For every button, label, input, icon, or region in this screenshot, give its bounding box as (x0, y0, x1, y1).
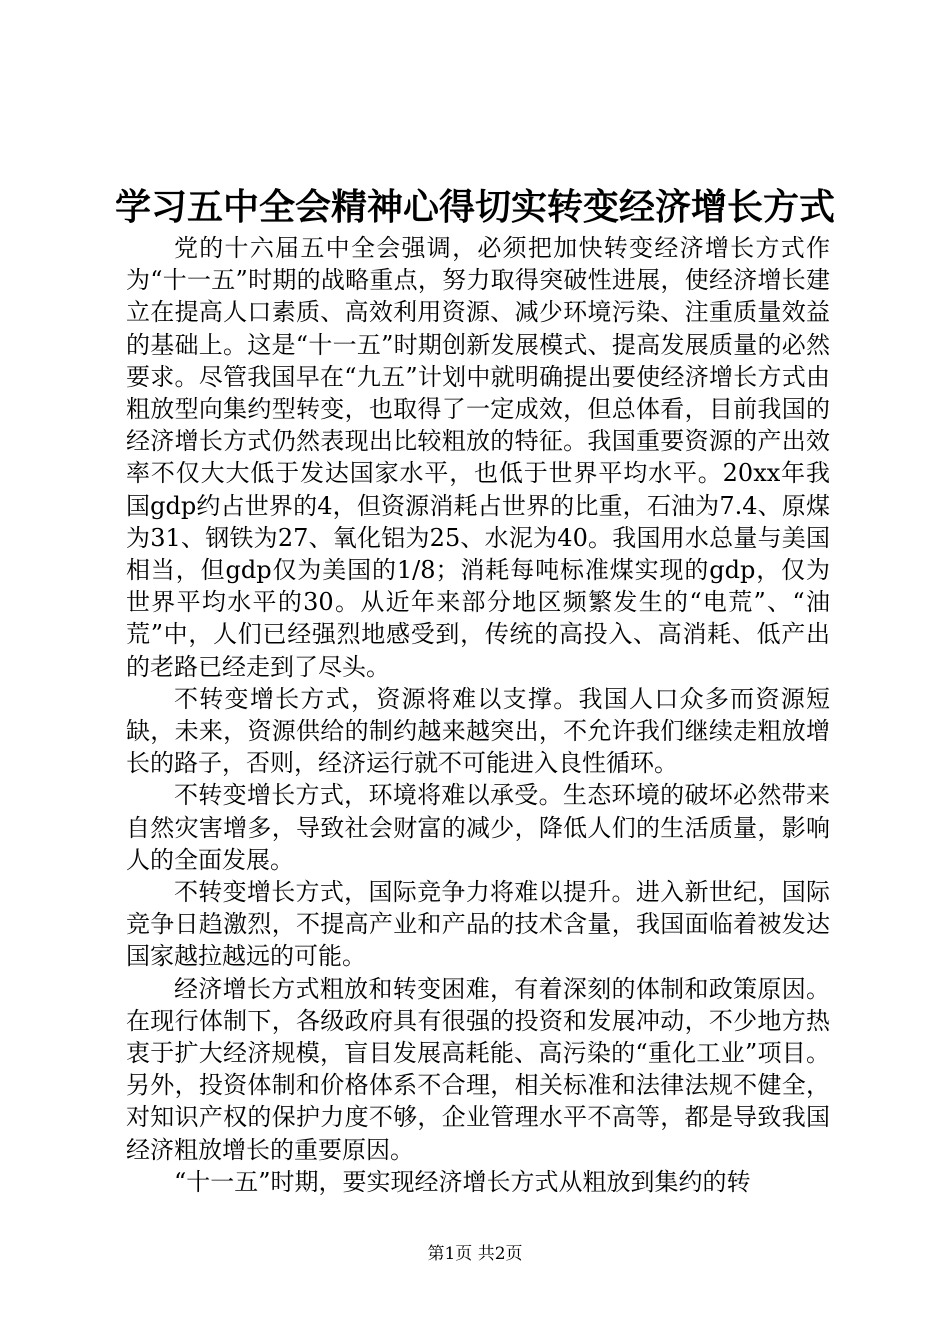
paragraph: 不转变增长方式，国际竞争力将难以提升。进入新世纪，国际竞争日趋激烈，不提高产业和产品的技术含量，我国面临着被发达国家越拉越远的可能。 (126, 878, 830, 971)
paragraph: 经济增长方式粗放和转变困难，有着深刻的体制和政策原因。在现行体制下，各级政府具有很强的投资和发展冲动，不少地方热衷于扩大经济规模，盲目发展高耗能、高污染的“重化工业”项目。另外，投资体制和价格体系不合理，相关标准和法律法规不健全，对知识产权的保护力度不够，企业管理水平不高等，都是导致我国经济粗放增长的重要原因。 (126, 974, 830, 1164)
paragraph: 不转变增长方式，资源将难以支撑。我国人口众多而资源短缺，未来，资源供给的制约越来越突出，不允许我们继续走粗放增长的路子，否则，经济运行就不可能进入良性循环。 (126, 684, 830, 778)
paragraph: 不转变增长方式，环境将难以承受。生态环境的破坏必然带来自然灾害增多，导致社会财富的减少，降低人们的生活质量，影响人的全面发展。 (126, 781, 830, 874)
document-body (126, 232, 830, 1198)
document-title: 学习五中全会精神心得切实转变经济增长方式 (114, 186, 835, 228)
paragraph: “十一五”时期，要实现经济增长方式从粗放到集约的转 (174, 1167, 751, 1196)
paragraph: 党的十六届五中全会强调，必须把加快转变经济增长方式作为“十一五”时期的战略重点，努力取得突破性进展，使经济增长建立在提高人口素质、高效利用资源、减少环境污染、注重质量效益的基础上。这是“十一五”时期创新发展模式、提高发展质量的必然要求。尽管我国早在“九五”计划中就明确提出要使经济增长方式由粗放型向集约型转变，也取得了一定成效，但总体看，目前我国的经济增长方式仍然表现出比较粗放的特征。我国重要资源的产出效率不仅大大低于发达国家水平，也低于世界平均水平。20xx年我国gdp约占世界的4，但资源消耗占世界的比重，石油为7.4、原煤为31、钢铁为27、氧化铝为25、水泥为40。我国用水总量与美国相当，但gdp仅为美国的1/8；消耗每吨标准煤实现的gdp，仅为世界平均水平的30。从近年来部分地区频繁发生的“电荒”、“油荒”中，人们已经强烈地感受到，传统的高投入、高消耗、低产出的老路已经走到了尽头。 (126, 234, 830, 681)
page-number-footer: 第1页 共2页 (427, 1244, 523, 1264)
